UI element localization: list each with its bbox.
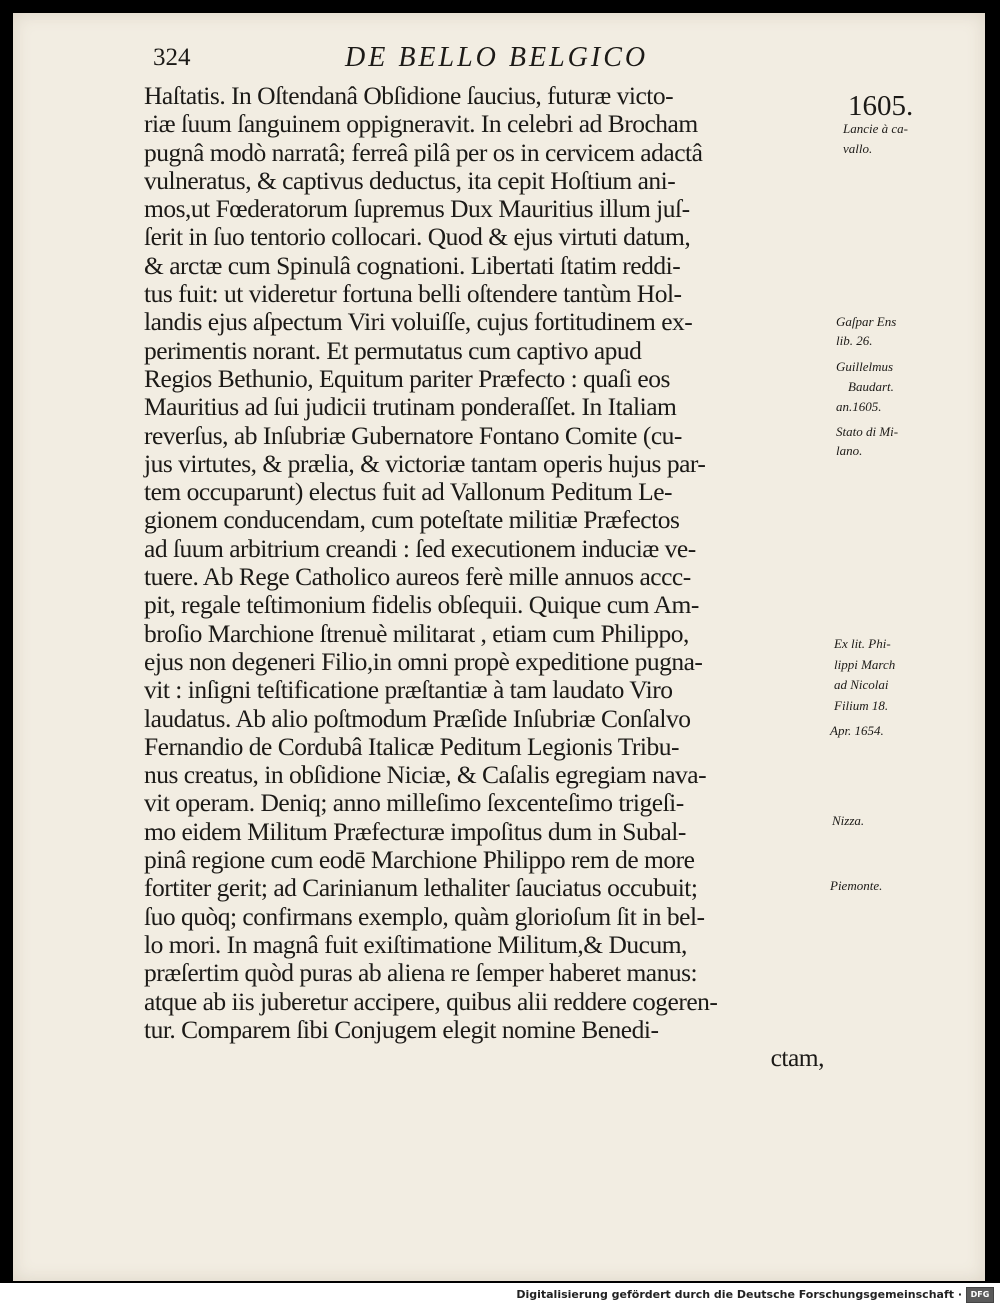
text-line: riæ ſuum ſanguinem oppigneravit. In celebri ad Brocham xyxy=(144,109,698,139)
text-line: pugnâ modò narratâ; ferreâ pilâ per os in cervicem adactâ xyxy=(144,137,703,167)
text-line: jus virtutes, & prælia, & victoriæ tantam operis hujus par- xyxy=(144,448,706,478)
text-line: nus creatus, in obſidione Niciæ, & Caſalis egregiam nava- xyxy=(144,760,707,790)
margin-note: Baudart. xyxy=(848,379,894,394)
text-line: Regios Bethunio, Equitum pariter Præfecto : quaſi eos xyxy=(144,363,670,393)
margin-note: Gaſpar Ens xyxy=(836,314,897,329)
text-line: Haſtatis. In Oſtendanâ Obſidione ſaucius, futuræ victo- xyxy=(144,81,674,110)
text-line: gionem conducendam, cum poteſtate militiæ Præfectos xyxy=(144,505,680,535)
text-line: fortiter gerit; ad Carinianum lethaliter ſauciatus occubuit; xyxy=(144,873,698,903)
text-line: perimentis norant. Et permutatus cum captivo apud xyxy=(144,335,642,365)
text-line: tem occuparunt) electus fuit ad Vallonum Peditum Le- xyxy=(144,477,673,507)
body-text xyxy=(144,82,844,1072)
text-line: tuere. Ab Rege Catholico aureos ferè mille annuos accc- xyxy=(144,562,691,592)
text-line: mos,ut Fœderatorum ſupremus Dux Mauritius illum juſ- xyxy=(144,194,690,224)
margin-note: lano. xyxy=(836,443,863,458)
text-line: tur. Comparem ſibi Conjugem elegit nomine Benedi- xyxy=(144,1014,659,1044)
text-line: mo eidem Militum Præfecturæ impoſitus dum in Subal- xyxy=(144,816,686,846)
text-line: ad ſuum arbitrium creandi : ſed executionem induciæ ve- xyxy=(144,533,696,563)
margin-note: an.1605. xyxy=(836,399,882,414)
text-line: & arctæ cum Spinulâ cognationi. Libertati ſtatim reddi- xyxy=(144,250,681,280)
dfg-logo-icon: DFG xyxy=(966,1287,994,1303)
running-head: DE BELLO BELGICO xyxy=(345,42,649,73)
text-line: tus fuit: ut videretur fortuna belli oſtendere tantùm Hol- xyxy=(144,279,682,309)
text-line: reverſus, ab Inſubriæ Gubernatore Fontano Comite (cu- xyxy=(144,420,682,450)
text-line: ſerit in ſuo tentorio collocari. Quod & ejus virtuti datum, xyxy=(144,222,691,252)
text-line: atque ab iis juberetur accipere, quibus alii reddere cogeren- xyxy=(144,986,718,1016)
margin-note: Piemonte. xyxy=(830,878,883,893)
margin-note: Guillelmus xyxy=(836,359,894,374)
funding-credit: Digitalisierung gefördert durch die Deutsche Forschungsgemeinschaft · xyxy=(516,1288,962,1301)
margin-note: Lancie à ca- xyxy=(843,121,908,136)
text-line: lo mori. In magnâ fuit exiſtimatione Militum,& Ducum, xyxy=(144,929,687,959)
margin-note: lippi March xyxy=(834,657,896,672)
text-line: Fernandio de Cordubâ Italicæ Peditum Legionis Tribu- xyxy=(144,731,679,761)
margin-note: Apr. 1654. xyxy=(830,723,884,738)
year-marginal: 1605. xyxy=(848,90,914,122)
text-line-catchword: ctam, xyxy=(770,1043,824,1073)
text-line: ejus non degeneri Filio,in omni propè expeditione pugna- xyxy=(144,646,703,676)
margin-note: Nizza. xyxy=(832,813,865,828)
text-line: vit operam. Deniq; anno milleſimo ſexcenteſimo trigeſi- xyxy=(144,788,684,818)
text-line: ſuo quòq; confirmans exemplo, quàm glorioſum ſit in bel- xyxy=(144,901,705,931)
margin-note: vallo. xyxy=(843,141,873,156)
margin-note: Stato di Mi- xyxy=(836,424,899,439)
margin-note: Filium 18. xyxy=(834,698,889,713)
margin-note: lib. 26. xyxy=(836,333,873,348)
text-line: præſertim quòd puras ab aliena re ſemper haberet manus: xyxy=(144,958,698,988)
text-line: vulneratus, & captivus deductus, ita cepit Hoſtium ani- xyxy=(144,165,676,195)
text-line: Mauritius ad ſui judicii trutinam ponderaſſet. In Italiam xyxy=(144,392,677,422)
text-line: landis ejus aſpectum Viri voluiſſe, cujus fortitudinem ex- xyxy=(144,307,693,337)
margin-note: ad Nicolai xyxy=(834,677,889,692)
text-line: broſio Marchione ſtrenuè militarat , etiam cum Philippo, xyxy=(144,618,689,648)
text-line: vit : inſigni teſtificatione præſtantiæ à tam laudato Viro xyxy=(144,675,673,705)
footer-bar xyxy=(0,1283,1000,1307)
margin-note: Ex lit. Phi- xyxy=(834,636,891,651)
text-line: pinâ regione cum eodē Marchione Philippo rem de more xyxy=(144,845,695,875)
text-line: laudatus. Ab alio poſtmodum Præſide Inſubriæ Conſalvo xyxy=(144,703,691,733)
text-line: pit, regale teſtimonium fidelis obſequii. Quique cum Am- xyxy=(144,590,699,620)
page-number: 324 xyxy=(153,44,191,71)
